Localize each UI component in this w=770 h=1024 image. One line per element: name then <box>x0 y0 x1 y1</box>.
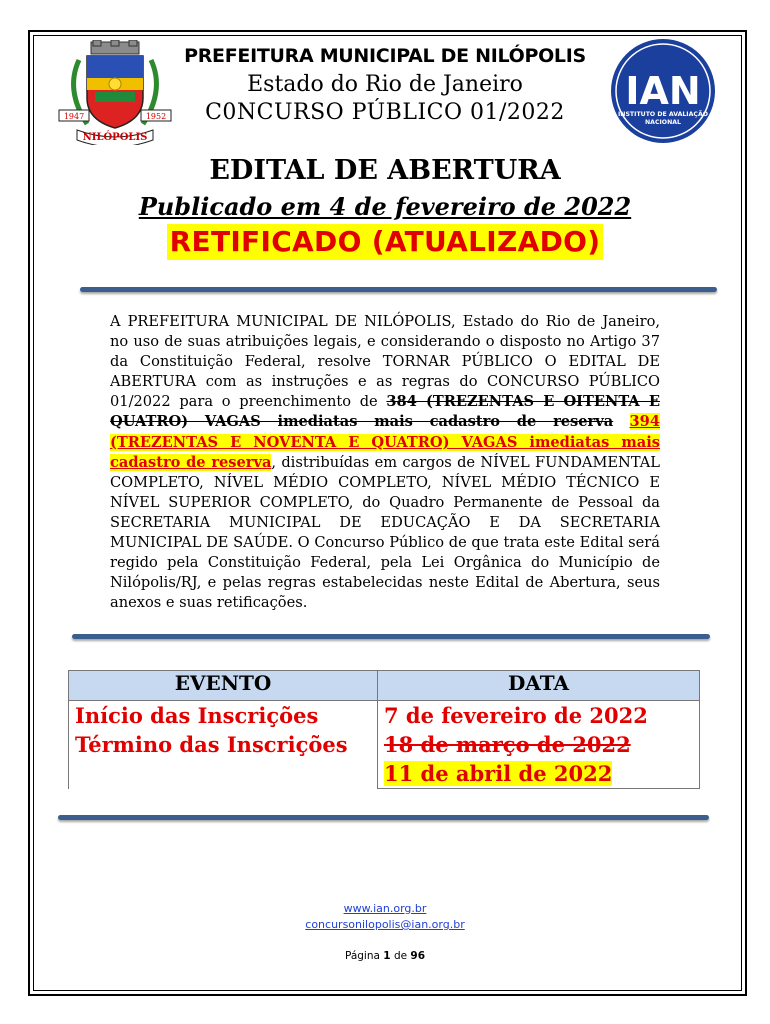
events-table <box>68 670 700 789</box>
ian-logo-acronym: IAN <box>625 69 701 113</box>
page-total: 96 <box>410 950 426 962</box>
event-end: Término das Inscrições <box>75 732 348 757</box>
header-concurso: C0NCURSO PÚBLICO 01/2022 <box>205 100 565 125</box>
table-row <box>69 701 700 789</box>
page-current: 1 <box>383 950 391 962</box>
crest-year-left: 1947 <box>63 112 85 121</box>
divider-bar <box>58 815 709 820</box>
ian-logo-tagline-1: INSTITUTO DE AVALIAÇÃO <box>617 111 709 118</box>
table-cell-date <box>378 701 700 789</box>
date-end-new: 11 de abril de 2022 <box>384 761 613 786</box>
header-estado: Estado do Rio de Janeiro <box>247 72 523 97</box>
table-header-row <box>69 671 700 701</box>
date-end-struck: 18 de março de 2022 <box>384 732 631 757</box>
header-prefeitura: PREFEITURA MUNICIPAL DE NILÓPOLIS <box>184 45 586 67</box>
date-start: 7 de fevereiro de 2022 <box>384 703 648 728</box>
footer-email-link[interactable]: concursonilopolis@ian.org.br <box>305 918 465 931</box>
ian-logo-tagline-2: NACIONAL <box>645 119 681 126</box>
header-evento: EVENTO <box>69 671 378 701</box>
intro-highlighted-vacancies: 394 (TREZENTAS E NOVENTA E QUATRO) VAGAS imediatas mais cadastro de reserva <box>110 413 660 471</box>
intro-struck-vacancies: 384 (TREZENTAS E OITENTA E QUATRO) VAGAS imediatas mais cadastro de reserva <box>110 393 660 431</box>
divider-bar <box>80 287 717 292</box>
ian-logo <box>610 38 716 144</box>
intro-text-part1: A PREFEITURA MUNICIPAL DE NILÓPOLIS, Estado do Rio de Janeiro, no uso de suas atribuições legais, e considerando o disposto no Artigo 37 da Constituição Federal, resolve TORNAR PÚBLICO O EDITAL DE ABERTURA com as instruções e as regras do CONCURSO PÚBLICO 01/2022 para o preenchimento de <box>110 313 660 411</box>
footer-website-link[interactable]: www.ian.org.br <box>343 902 427 915</box>
intro-text-part2: , distribuídas em cargos de NÍVEL FUNDAMENTAL COMPLETO, NÍVEL MÉDIO COMPLETO, NÍVEL MÉDIO TÉCNICO E NÍVEL SUPERIOR COMPLETO, do Quadro Permanente de Pessoal da SECRETARIA MUNICIPAL DE EDUCAÇÃO E DA SECRETARIA MUNICIPAL DE SAÚDE. O Concurso Público de que trata este Edital será regido pela Constituição Federal, pela Lei Orgânica do Município de Nilópolis/RJ, e pelas regras estabelecidas neste Edital de Abertura, seus anexos e suas retificações. <box>110 453 660 612</box>
title-published-date: Publicado em 4 de fevereiro de 2022 <box>138 192 632 221</box>
title-rectified: RETIFICADO (ATUALIZADO) <box>167 224 604 260</box>
page-of: de <box>393 950 408 962</box>
event-start: Início das Inscrições <box>75 703 319 728</box>
table-cell-event <box>69 701 378 789</box>
title-edital: EDITAL DE ABERTURA <box>209 155 561 186</box>
footer-website-line <box>0 902 770 915</box>
footer-email-line <box>0 918 770 931</box>
page-number <box>0 950 770 962</box>
page-prefix: Página <box>344 950 380 962</box>
intro-paragraph <box>110 312 660 613</box>
divider-bar <box>72 634 710 639</box>
crest-year-right: 1952 <box>145 112 167 121</box>
crest-banner: NILÓPOLIS <box>82 132 148 143</box>
header-data: DATA <box>378 671 700 701</box>
title-rectified-wrapper <box>0 224 770 260</box>
